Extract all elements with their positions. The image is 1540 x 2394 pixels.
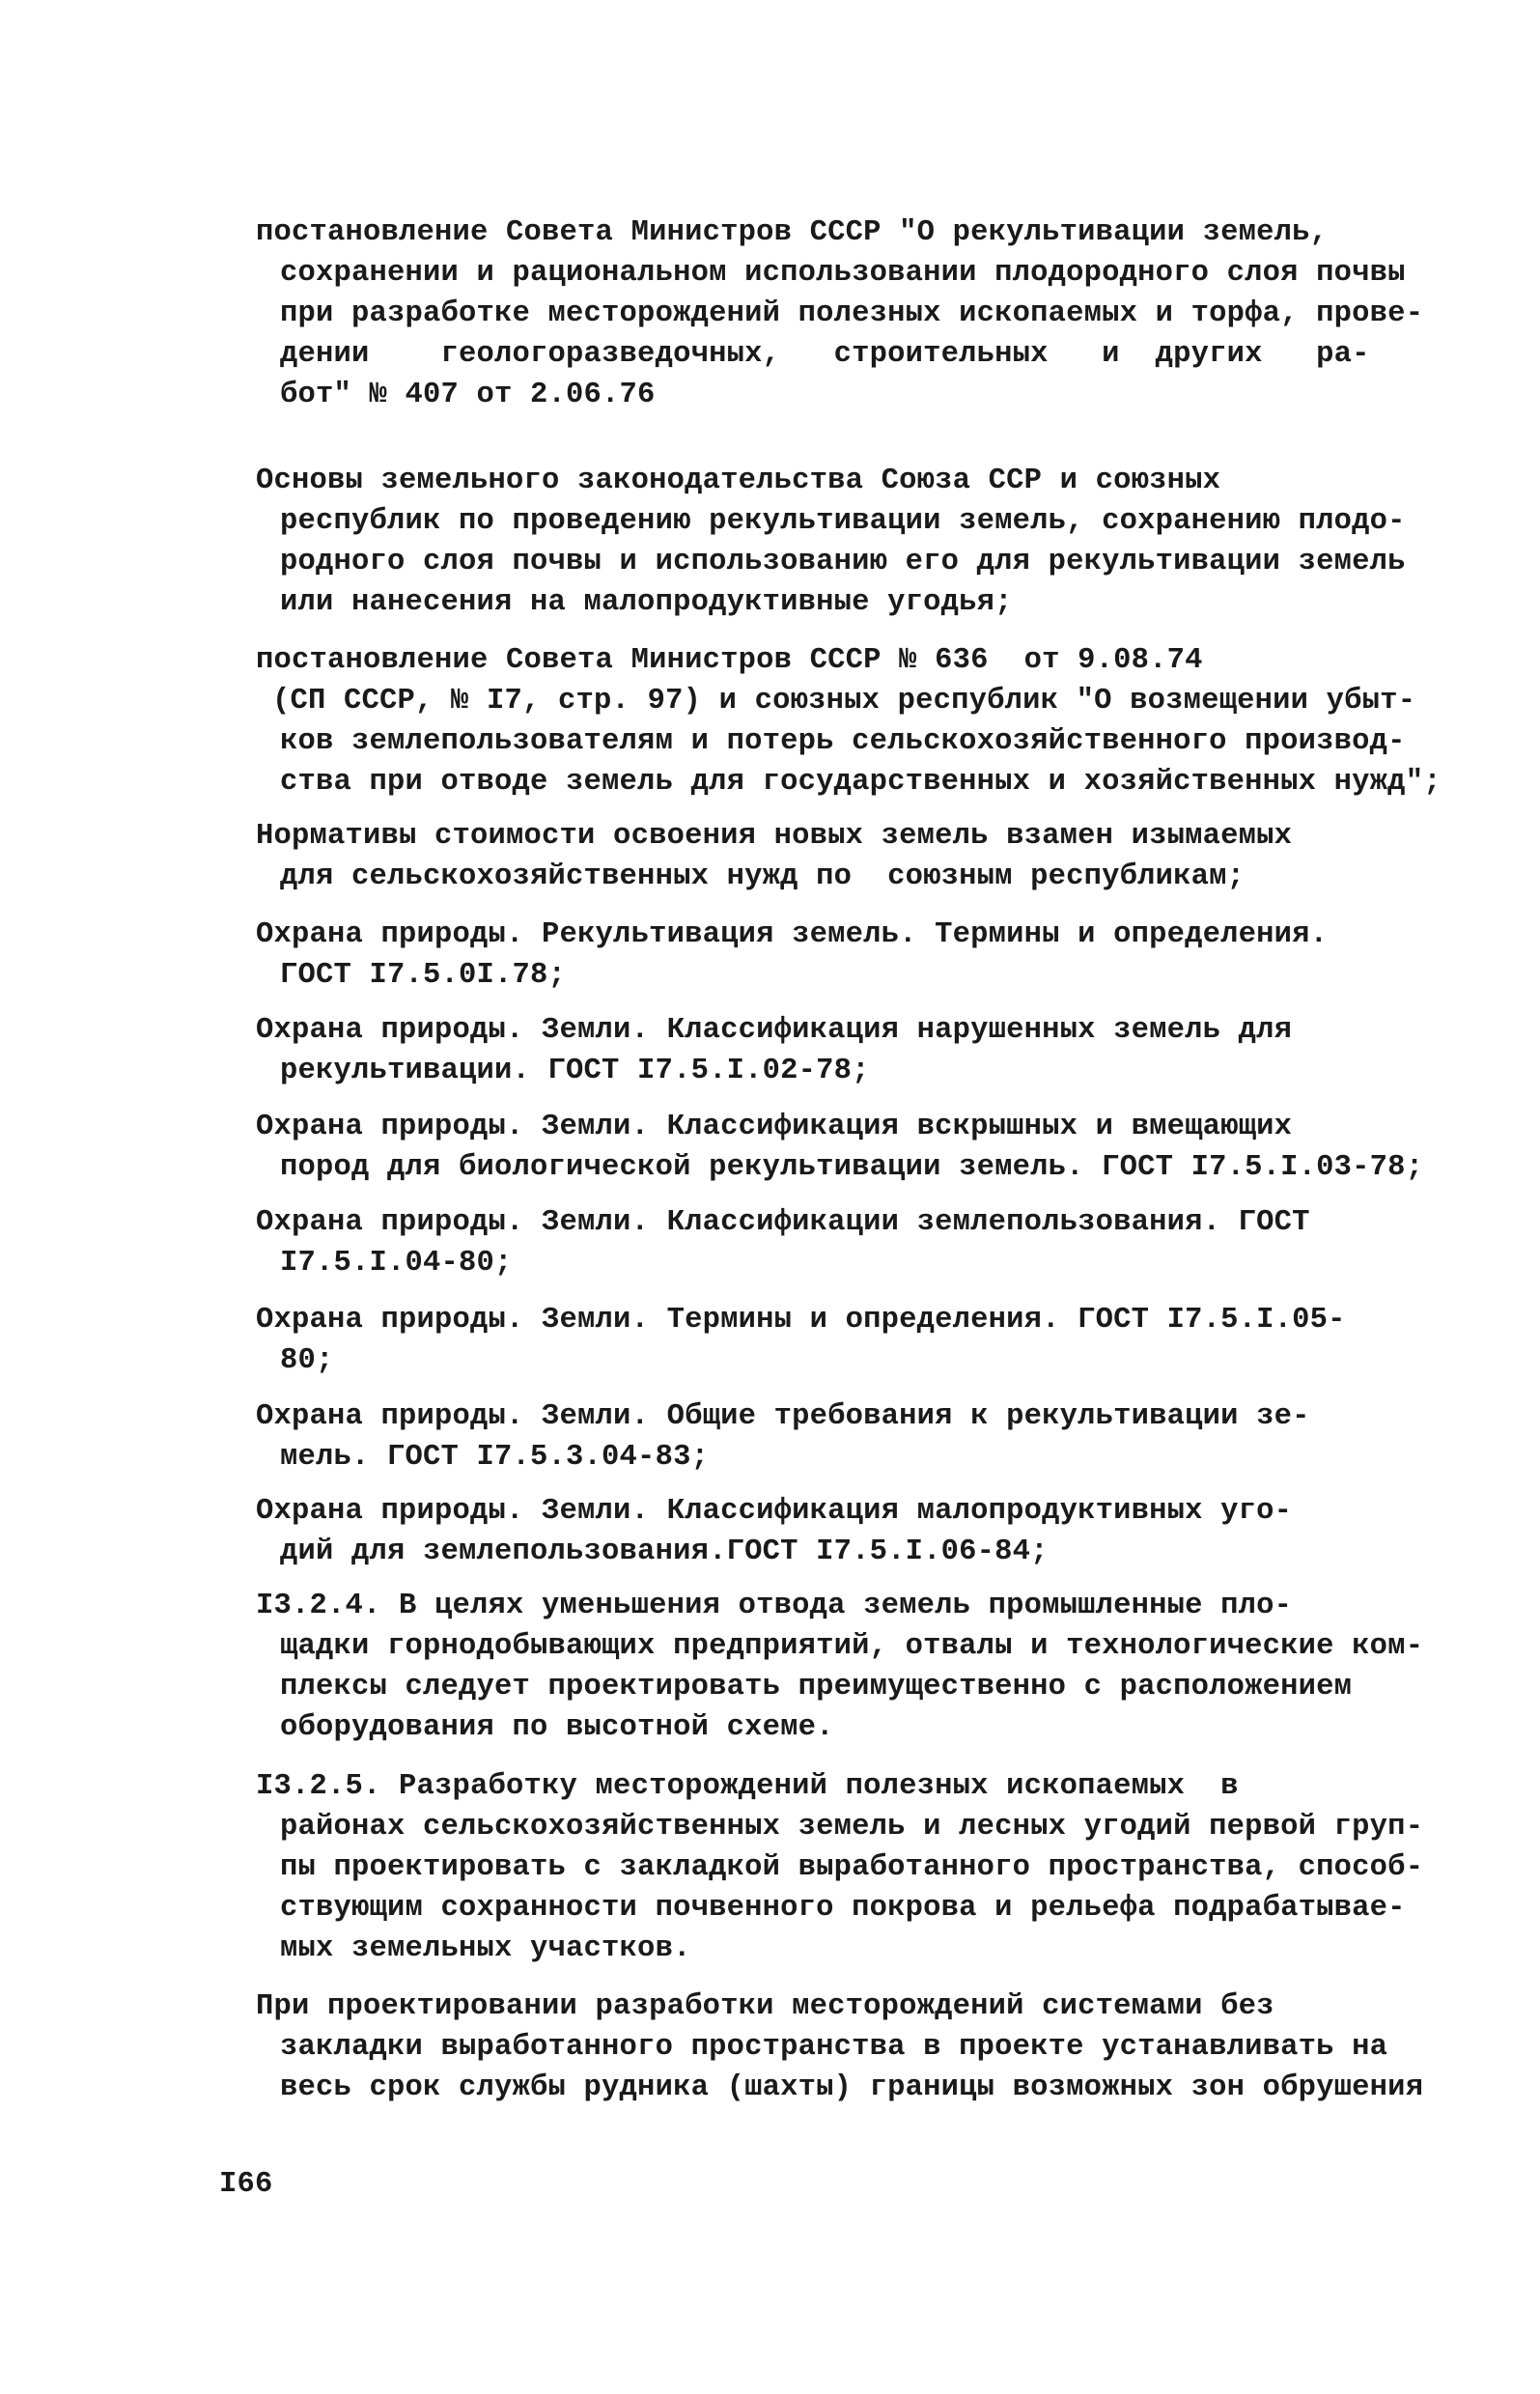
text-line: рекультивации. ГОСТ I7.5.I.02-78; (280, 1055, 870, 1087)
text-line: бот" № 407 от 2.06.76 (280, 379, 656, 411)
text-line: Нормативы стоимости освоения новых земель взамен изымаемых (256, 820, 1293, 853)
text-line: ства при отводе земель для государственных и хозяйственных нужд"; (280, 766, 1442, 799)
text-line: щадки горнодобывающих предприятий, отвалы и технологические ком- (280, 1630, 1424, 1663)
text-line: пород для биологической рекультивации земель. ГОСТ I7.5.I.03-78; (280, 1151, 1424, 1184)
text-line: 80; (280, 1344, 334, 1377)
text-line: для сельскохозяйственных нужд по союзным республикам; (280, 860, 1246, 893)
text-line: постановление Совета Министров СССР № 636 от 9.08.74 (256, 644, 1203, 677)
text-line: плексы следует проектировать преимущественно с расположением (280, 1671, 1353, 1704)
text-line: родного слоя почвы и использованию его для рекультивации земель (280, 546, 1406, 578)
text-line: I3.2.4. В целях уменьшения отвода земель промышленные пло- (256, 1590, 1293, 1622)
text-line: дении геологоразведочных, строительных и других ра- (280, 338, 1370, 371)
text-line: ствующим сохранности почвенного покрова и рельефа подрабатывае- (280, 1892, 1406, 1925)
text-line: мых земельных участков. (280, 1932, 691, 1965)
text-line: Охрана природы. Земли. Общие требования к рекультивации зе- (256, 1400, 1310, 1433)
text-line: ков землепользователям и потерь сельскохозяйственного производ- (280, 725, 1406, 758)
text-line: районах сельскохозяйственных земель и лесных угодий первой груп- (280, 1811, 1424, 1844)
text-line: пы проектировать с закладкой выработанного пространства, способ- (280, 1851, 1424, 1884)
text-line: Охрана природы. Земли. Классификация нарушенных земель для (256, 1014, 1293, 1047)
text-line: дий для землепользования.ГОСТ I7.5.I.06-84; (280, 1535, 1049, 1568)
text-line: мель. ГОСТ I7.5.3.04-83; (280, 1441, 710, 1474)
text-line: постановление Совета Министров СССР "О рекультивации земель, (256, 216, 1329, 249)
text-line: весь срок службы рудника (шахты) границы возможных зон обрушения (280, 2071, 1424, 2104)
text-line: ГОСТ I7.5.0I.78; (280, 959, 567, 992)
text-line: Охрана природы. Земли. Классификации землепользования. ГОСТ (256, 1206, 1310, 1239)
text-line: Охрана природы. Земли. Классификация вскрышных и вмещающих (256, 1111, 1293, 1143)
text-line: При проектировании разработки месторождений системами без (256, 1990, 1274, 2023)
text-line: закладки выработанного пространства в проекте устанавливать на (280, 2031, 1388, 2064)
text-line: или нанесения на малопродуктивные угодья; (280, 586, 1013, 619)
text-line: I7.5.I.04-80; (280, 1247, 513, 1280)
text-line: Основы земельного законодательства Союза ССР и союзных (256, 465, 1221, 497)
text-line: Охрана природы. Рекультивация земель. Термины и определения. (256, 918, 1329, 951)
text-line: I3.2.5. Разработку месторождений полезных ископаемых в (256, 1770, 1239, 1803)
text-line: сохранении и рациональном использовании плодородного слоя почвы (280, 257, 1406, 290)
text-line: (СП СССР, № I7, стр. 97) и союзных республик "О возмещении убыт- (272, 685, 1416, 718)
page-number: I66 (219, 2168, 273, 2201)
text-line: Охрана природы. Земли. Классификация малопродуктивных уго- (256, 1495, 1293, 1528)
text-line: республик по проведению рекультивации земель, сохранению плодо- (280, 505, 1406, 538)
text-line: оборудования по высотной схеме. (280, 1711, 834, 1744)
text-line: Охрана природы. Земли. Термины и определения. ГОСТ I7.5.I.05- (256, 1304, 1346, 1337)
text-line: при разработке месторождений полезных ископаемых и торфа, прове- (280, 297, 1424, 330)
